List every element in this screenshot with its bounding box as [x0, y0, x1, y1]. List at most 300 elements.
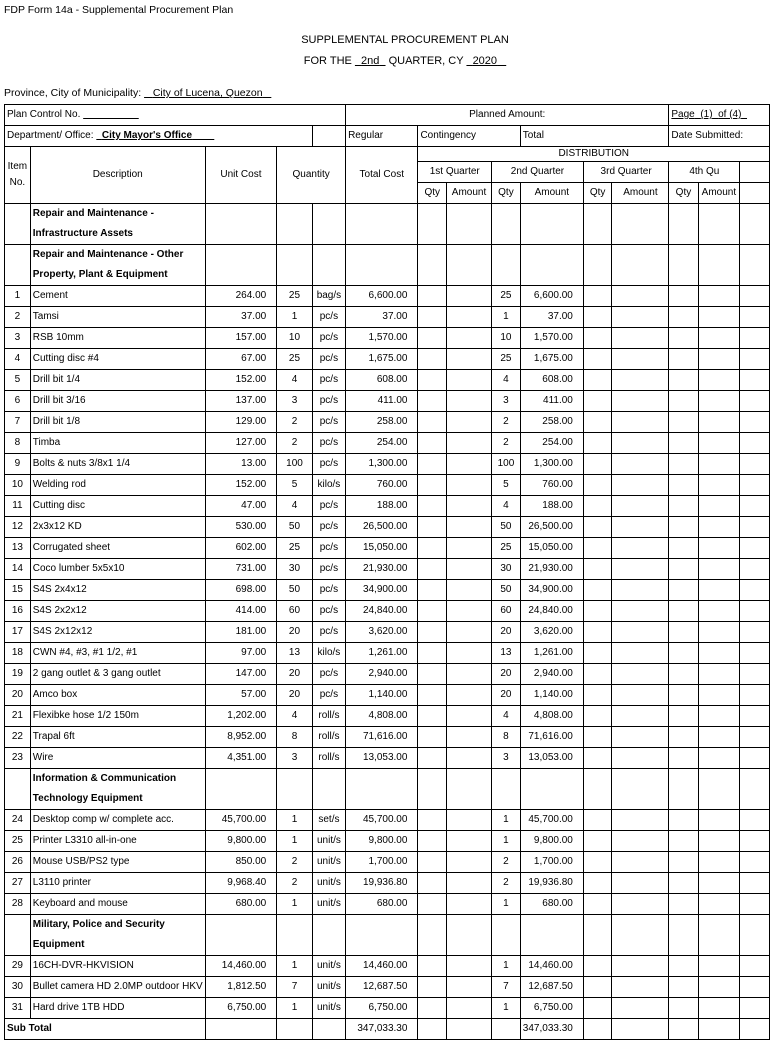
- item-quantity: 1: [277, 810, 313, 831]
- item-quantity: 8: [277, 727, 313, 748]
- table-row: [5, 496, 770, 517]
- item-total-cost: 254.00: [346, 433, 418, 454]
- empty-cell: [583, 998, 612, 1019]
- empty-cell: [583, 475, 612, 496]
- empty-cell: [740, 517, 770, 538]
- item-unit: pc/s: [312, 559, 345, 580]
- q1-qty-cell: [418, 307, 447, 328]
- table-row: [5, 664, 770, 685]
- empty-cell: [740, 998, 770, 1019]
- item-unit-cost: 152.00: [205, 370, 277, 391]
- q2-qty: 1: [492, 956, 521, 977]
- q1-qty-cell: [418, 349, 447, 370]
- item-quantity: 60: [277, 601, 313, 622]
- empty-cell: [612, 454, 669, 475]
- item-total-cost: 24,840.00: [346, 601, 418, 622]
- empty-cell: [583, 852, 612, 873]
- q2-qty: 3: [492, 391, 521, 412]
- empty-cell: [740, 727, 770, 748]
- item-no: 9: [5, 454, 31, 475]
- empty-cell: [698, 685, 740, 706]
- q1-amount-cell: [447, 475, 492, 496]
- empty-cell: [669, 433, 698, 454]
- item-unit: unit/s: [312, 956, 345, 977]
- item-description: CWN #4, #3, #1 1/2, #1: [30, 643, 205, 664]
- empty-cell: [740, 810, 770, 831]
- empty-cell: [669, 538, 698, 559]
- empty-cell: [669, 706, 698, 727]
- empty-cell: [277, 769, 313, 810]
- item-unit: kilo/s: [312, 475, 345, 496]
- item-description: 16CH-DVR-HKVISION: [30, 956, 205, 977]
- q1-amount-cell: [447, 873, 492, 894]
- item-no: 29: [5, 956, 31, 977]
- item-total-cost: 1,140.00: [346, 685, 418, 706]
- empty-cell: [583, 894, 612, 915]
- item-description: Drill bit 1/4: [30, 370, 205, 391]
- empty-cell: [277, 245, 313, 286]
- item-description: S4S 2x2x12: [30, 601, 205, 622]
- q2-amount: 254.00: [520, 433, 583, 454]
- empty-cell: [583, 664, 612, 685]
- item-description: Drill bit 3/16: [30, 391, 205, 412]
- item-no: 26: [5, 852, 31, 873]
- item-description: Bullet camera HD 2.0MP outdoor HKV: [30, 977, 205, 998]
- table-row: [5, 286, 770, 307]
- item-total-cost: 6,750.00: [346, 998, 418, 1019]
- empty-cell: [612, 956, 669, 977]
- q1-qty-cell: [418, 328, 447, 349]
- empty-cell: [698, 769, 740, 810]
- q1-amount-cell: [447, 622, 492, 643]
- q2-amount: 680.00: [520, 894, 583, 915]
- procurement-table: [4, 104, 770, 1040]
- empty-cell: [583, 956, 612, 977]
- q2-qty: 1: [492, 998, 521, 1019]
- table-row: [5, 956, 770, 977]
- q1-amount-cell: [447, 664, 492, 685]
- empty-cell: [418, 1019, 447, 1040]
- item-total-cost: 37.00: [346, 307, 418, 328]
- q2-amount: 1,300.00: [520, 454, 583, 475]
- empty-cell: [346, 915, 418, 956]
- q1-amount-cell: [447, 433, 492, 454]
- table-row: [5, 998, 770, 1019]
- item-unit: roll/s: [312, 748, 345, 769]
- section-heading: Repair and Maintenance - Other Property, Plant & Equipment: [30, 245, 205, 286]
- item-unit-cost: 6,750.00: [205, 998, 277, 1019]
- item-description: Desktop comp w/ complete acc.: [30, 810, 205, 831]
- item-unit: pc/s: [312, 517, 345, 538]
- item-description: Hard drive 1TB HDD: [30, 998, 205, 1019]
- q2-qty: 3: [492, 748, 521, 769]
- empty-cell: [740, 956, 770, 977]
- table-row: [5, 601, 770, 622]
- item-quantity: 2: [277, 873, 313, 894]
- empty-cell: [612, 852, 669, 873]
- col-description: Description: [30, 147, 205, 204]
- item-total-cost: 4,808.00: [346, 706, 418, 727]
- q1-qty-cell: [418, 412, 447, 433]
- empty-cell: [418, 915, 447, 956]
- table-row: [5, 977, 770, 998]
- item-unit-cost: 147.00: [205, 664, 277, 685]
- item-total-cost: 71,616.00: [346, 727, 418, 748]
- item-quantity: 2: [277, 433, 313, 454]
- item-unit-cost: 127.00: [205, 433, 277, 454]
- item-no: 3: [5, 328, 31, 349]
- item-quantity: 3: [277, 391, 313, 412]
- empty-cell: [669, 517, 698, 538]
- item-unit-cost: 45,700.00: [205, 810, 277, 831]
- q1-amount-cell: [447, 810, 492, 831]
- empty-cell: [669, 873, 698, 894]
- empty-cell: [312, 245, 345, 286]
- empty-cell: [520, 204, 583, 245]
- q1-amount-cell: [447, 852, 492, 873]
- regular-label: Regular: [346, 126, 418, 147]
- empty-cell: [612, 706, 669, 727]
- table-row: [5, 810, 770, 831]
- item-unit: pc/s: [312, 664, 345, 685]
- empty-cell: [669, 559, 698, 580]
- item-description: L3110 printer: [30, 873, 205, 894]
- item-unit: pc/s: [312, 601, 345, 622]
- empty-cell: [583, 245, 612, 286]
- item-no: 21: [5, 706, 31, 727]
- col-q4-amount: Amount: [698, 183, 740, 204]
- item-no: 1: [5, 286, 31, 307]
- item-quantity: 25: [277, 349, 313, 370]
- item-total-cost: 9,800.00: [346, 831, 418, 852]
- table-row: [5, 349, 770, 370]
- empty-cell: [612, 622, 669, 643]
- empty-cell: [740, 370, 770, 391]
- q2-amount: 1,700.00: [520, 852, 583, 873]
- empty-cell: [612, 328, 669, 349]
- date-submitted-label: Date Submitted:: [669, 126, 770, 147]
- q1-amount-cell: [447, 517, 492, 538]
- empty-cell: [669, 286, 698, 307]
- empty-cell: [612, 286, 669, 307]
- empty-cell: [740, 664, 770, 685]
- empty-cell: [740, 245, 770, 286]
- empty-cell: [447, 1019, 492, 1040]
- item-unit: kilo/s: [312, 643, 345, 664]
- empty-cell: [669, 810, 698, 831]
- empty-cell: [612, 245, 669, 286]
- empty-cell: [447, 204, 492, 245]
- empty-cell: [312, 1019, 345, 1040]
- q1-amount-cell: [447, 894, 492, 915]
- q1-qty-cell: [418, 517, 447, 538]
- empty-cell: [583, 496, 612, 517]
- section-heading: Military, Police and Security Equipment: [30, 915, 205, 956]
- empty-cell: [740, 286, 770, 307]
- empty-cell: [740, 580, 770, 601]
- empty-cell: [418, 245, 447, 286]
- empty-cell: [583, 433, 612, 454]
- item-description: Wire: [30, 748, 205, 769]
- q2-qty: 1: [492, 894, 521, 915]
- q1-qty-cell: [418, 727, 447, 748]
- item-description: S4S 2x4x12: [30, 580, 205, 601]
- q1-amount-cell: [447, 706, 492, 727]
- empty-cell: [669, 977, 698, 998]
- item-description: Amco box: [30, 685, 205, 706]
- empty-cell: [740, 204, 770, 245]
- empty-cell: [669, 370, 698, 391]
- empty-cell: [669, 894, 698, 915]
- table-row: [5, 328, 770, 349]
- empty-cell: [669, 622, 698, 643]
- item-total-cost: 608.00: [346, 370, 418, 391]
- item-total-cost: 34,900.00: [346, 580, 418, 601]
- table-row: [5, 517, 770, 538]
- item-description: 2x3x12 KD: [30, 517, 205, 538]
- item-description: Cutting disc: [30, 496, 205, 517]
- empty-cell: [669, 664, 698, 685]
- item-quantity: 13: [277, 643, 313, 664]
- item-unit: roll/s: [312, 727, 345, 748]
- table-row: [5, 685, 770, 706]
- empty-cell: [698, 706, 740, 727]
- item-unit-cost: 731.00: [205, 559, 277, 580]
- empty-cell: [740, 873, 770, 894]
- item-unit: unit/s: [312, 977, 345, 998]
- q1-qty-cell: [418, 685, 447, 706]
- q2-amount: 188.00: [520, 496, 583, 517]
- q1-amount-cell: [447, 349, 492, 370]
- empty-cell: [740, 349, 770, 370]
- empty-cell: [740, 601, 770, 622]
- q2-amount: 1,675.00: [520, 349, 583, 370]
- item-unit-cost: 850.00: [205, 852, 277, 873]
- q2-qty: 1: [492, 810, 521, 831]
- item-total-cost: 258.00: [346, 412, 418, 433]
- empty-cell: [698, 204, 740, 245]
- empty-cell: [612, 370, 669, 391]
- empty-cell: [612, 810, 669, 831]
- planned-amount-label: Planned Amount:: [346, 105, 669, 126]
- item-no: 12: [5, 517, 31, 538]
- empty-cell: [669, 852, 698, 873]
- contingency-label: Contingency: [418, 126, 520, 147]
- item-unit-cost: 13.00: [205, 454, 277, 475]
- empty-cell: [669, 831, 698, 852]
- empty-cell: [612, 204, 669, 245]
- item-unit: bag/s: [312, 286, 345, 307]
- q2-qty: 25: [492, 286, 521, 307]
- q2-qty: 1: [492, 307, 521, 328]
- empty-cell: [698, 998, 740, 1019]
- empty-cell: [698, 643, 740, 664]
- empty-cell: [418, 769, 447, 810]
- q2-amount: 21,930.00: [520, 559, 583, 580]
- empty-cell: [669, 454, 698, 475]
- item-description: 2 gang outlet & 3 gang outlet: [30, 664, 205, 685]
- empty-cell: [740, 307, 770, 328]
- item-quantity: 20: [277, 685, 313, 706]
- table-row: [5, 748, 770, 769]
- item-total-cost: 1,570.00: [346, 328, 418, 349]
- q2-amount: 3,620.00: [520, 622, 583, 643]
- q1-amount-cell: [447, 748, 492, 769]
- quarter-mid: QUARTER, CY: [388, 55, 464, 67]
- q2-amount: 37.00: [520, 307, 583, 328]
- col-total-cost: Total Cost: [346, 147, 418, 204]
- item-quantity: 25: [277, 538, 313, 559]
- item-description: Mouse USB/PS2 type: [30, 852, 205, 873]
- empty-cell: [583, 538, 612, 559]
- empty-cell: [698, 601, 740, 622]
- empty-cell: [698, 1019, 740, 1040]
- table-row: [5, 873, 770, 894]
- col-q1-amount: Amount: [447, 183, 492, 204]
- item-no: 17: [5, 622, 31, 643]
- empty-cell: [277, 204, 313, 245]
- empty-cell: [612, 517, 669, 538]
- table-row: [5, 307, 770, 328]
- q1-qty-cell: [418, 475, 447, 496]
- q1-amount-cell: [447, 328, 492, 349]
- item-unit: pc/s: [312, 307, 345, 328]
- item-quantity: 2: [277, 852, 313, 873]
- empty-cell: [346, 245, 418, 286]
- item-no: 31: [5, 998, 31, 1019]
- q2-qty: 20: [492, 622, 521, 643]
- q1-qty-cell: [418, 370, 447, 391]
- empty-cell: [612, 769, 669, 810]
- empty-cell: [612, 748, 669, 769]
- empty-cell: [447, 245, 492, 286]
- item-total-cost: 15,050.00: [346, 538, 418, 559]
- item-no: 24: [5, 810, 31, 831]
- empty-cell: [612, 915, 669, 956]
- q2-qty: 2: [492, 433, 521, 454]
- empty-cell: [418, 204, 447, 245]
- q1-amount-cell: [447, 496, 492, 517]
- item-quantity: 100: [277, 454, 313, 475]
- q1-qty-cell: [418, 622, 447, 643]
- empty-cell: [740, 391, 770, 412]
- empty-cell: [583, 643, 612, 664]
- empty-cell: [520, 769, 583, 810]
- q2-amount: 760.00: [520, 475, 583, 496]
- section-heading: Information & Communication Technology Equipment: [30, 769, 205, 810]
- empty-cell: [698, 580, 740, 601]
- q1-amount-cell: [447, 998, 492, 1019]
- empty-cell: [669, 1019, 698, 1040]
- col-q3-qty: Qty: [583, 183, 612, 204]
- item-unit-cost: 530.00: [205, 517, 277, 538]
- empty-cell: [612, 1019, 669, 1040]
- empty-cell: [583, 454, 612, 475]
- empty-cell: [583, 727, 612, 748]
- item-total-cost: 1,700.00: [346, 852, 418, 873]
- q2-amount: 4,808.00: [520, 706, 583, 727]
- empty-cell: [698, 517, 740, 538]
- empty-cell: [583, 349, 612, 370]
- item-unit-cost: 8,952.00: [205, 727, 277, 748]
- item-description: Welding rod: [30, 475, 205, 496]
- q1-qty-cell: [418, 286, 447, 307]
- q2-qty: 25: [492, 538, 521, 559]
- item-no: 28: [5, 894, 31, 915]
- empty-cell: [698, 852, 740, 873]
- col-q1-qty: Qty: [418, 183, 447, 204]
- q2-qty: 100: [492, 454, 521, 475]
- empty-cell: [583, 328, 612, 349]
- empty-cell: [612, 391, 669, 412]
- item-unit: pc/s: [312, 412, 345, 433]
- q1-qty-cell: [418, 391, 447, 412]
- item-no: 8: [5, 433, 31, 454]
- empty-cell: [5, 245, 31, 286]
- empty-cell: [740, 622, 770, 643]
- empty-cell: [612, 873, 669, 894]
- empty-cell: [492, 915, 521, 956]
- q2-amount: 26,500.00: [520, 517, 583, 538]
- item-unit: unit/s: [312, 831, 345, 852]
- empty-cell: [447, 769, 492, 810]
- empty-cell: [492, 769, 521, 810]
- empty-cell: [520, 915, 583, 956]
- item-quantity: 20: [277, 622, 313, 643]
- empty-cell: [740, 643, 770, 664]
- item-total-cost: 3,620.00: [346, 622, 418, 643]
- item-unit-cost: 602.00: [205, 538, 277, 559]
- empty-cell: [669, 748, 698, 769]
- item-unit-cost: 181.00: [205, 622, 277, 643]
- item-quantity: 1: [277, 831, 313, 852]
- table-row: [5, 433, 770, 454]
- empty-cell: [698, 748, 740, 769]
- empty-cell: [669, 475, 698, 496]
- item-no: 13: [5, 538, 31, 559]
- empty-cell: [5, 915, 31, 956]
- item-unit: unit/s: [312, 852, 345, 873]
- q1-amount-cell: [447, 370, 492, 391]
- empty-cell: [583, 977, 612, 998]
- item-no: 4: [5, 349, 31, 370]
- item-unit-cost: 129.00: [205, 412, 277, 433]
- item-unit-cost: 9,800.00: [205, 831, 277, 852]
- col-distribution: DISTRIBUTION: [418, 147, 770, 162]
- table-row: [5, 370, 770, 391]
- item-description: Bolts & nuts 3/8x1 1/4: [30, 454, 205, 475]
- section-heading-row: [5, 245, 770, 286]
- empty-cell: [205, 204, 277, 245]
- item-total-cost: 188.00: [346, 496, 418, 517]
- table-row: [5, 706, 770, 727]
- q2-qty: 4: [492, 706, 521, 727]
- item-total-cost: 45,700.00: [346, 810, 418, 831]
- empty-cell: [492, 204, 521, 245]
- item-unit: pc/s: [312, 685, 345, 706]
- q1-qty-cell: [418, 601, 447, 622]
- empty-cell: [612, 307, 669, 328]
- q2-qty: 20: [492, 685, 521, 706]
- item-quantity: 5: [277, 475, 313, 496]
- empty-cell: [669, 245, 698, 286]
- item-unit-cost: 137.00: [205, 391, 277, 412]
- subtotal-q2-amount: 347,033.30: [520, 1019, 583, 1040]
- q1-amount-cell: [447, 454, 492, 475]
- section-heading-row: [5, 769, 770, 810]
- q1-amount-cell: [447, 391, 492, 412]
- empty-cell: [740, 412, 770, 433]
